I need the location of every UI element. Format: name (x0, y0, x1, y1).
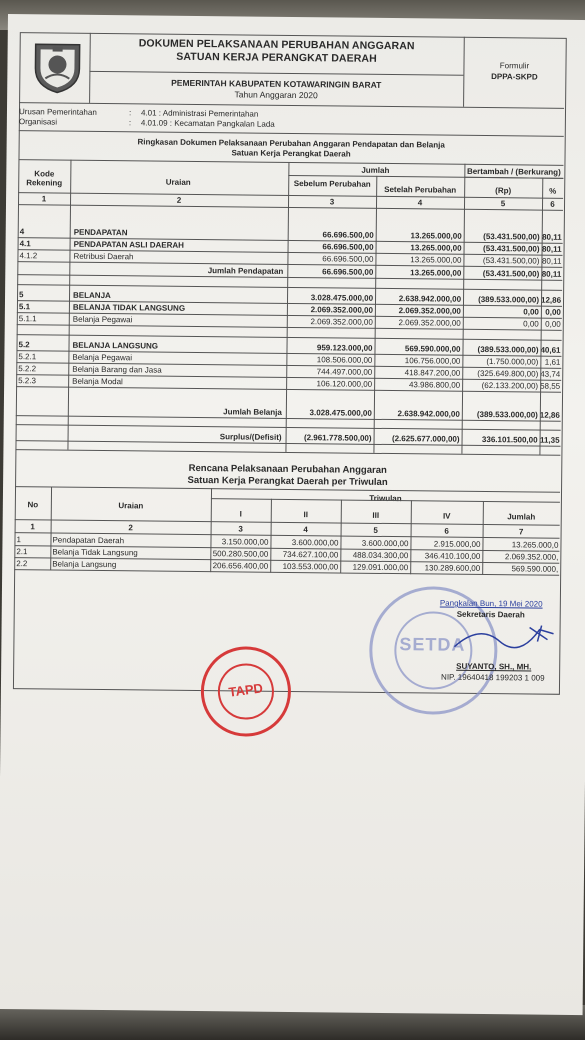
header-jumlah: Jumlah (361, 165, 390, 176)
row-selisih-rp: (325.649.800,00) (477, 368, 539, 379)
header-sebelum: Sebelum Perubahan (293, 179, 371, 189)
row-sebelum: 3.028.475.000,00 (310, 293, 374, 303)
ringkasan-title-line2: Satuan Kerja Perangkat Daerah (231, 148, 351, 159)
rencana-row-no: 2.2 (16, 559, 28, 569)
row-setelah: (2.625.677.000,00) (391, 434, 460, 444)
row-uraian: Belanja Modal (72, 376, 123, 387)
row-selisih-rp: (53.431.500,00) (483, 243, 540, 254)
row-setelah: 569.590.000,00 (404, 344, 461, 354)
row-setelah: 2.069.352.000,00 (398, 318, 461, 328)
row-setelah: 2.069.352.000,00 (398, 306, 461, 316)
urusan-label: Urusan Pemerintahan (18, 107, 97, 117)
signature-name: SUYANTO, SH., MH. (456, 661, 532, 672)
row-uraian: BELANJA LANGSUNG (72, 340, 159, 351)
rencana-col-number: 5 (373, 525, 378, 535)
row-setelah: 106.756.000,00 (404, 356, 461, 366)
row-selisih-rp: (53.431.500,00) (483, 231, 540, 242)
row-selisih-pct: 80,11 (541, 256, 562, 266)
rencana-title-line2: Satuan Kerja Perangkat Daerah per Triwulan (187, 474, 388, 489)
form-code: DPPA-SKPD (491, 72, 538, 82)
row-setelah: 43.986.800,00 (408, 380, 461, 390)
header-bertambah: Bertambah / (Berkurang) (466, 166, 561, 177)
rencana-title-line1: Rencana Pelaksanaan Perubahan Anggaran (188, 462, 387, 476)
rencana-row-q4: 130.289.600,00 (424, 563, 481, 573)
header-pct: % (549, 186, 557, 196)
row-kode: 5.1.1 (18, 314, 37, 324)
header-q1: I (239, 509, 242, 519)
header-triwulan: Triwulan (369, 493, 402, 504)
row-sebelum: 66.696.500,00 (322, 230, 374, 240)
rencana-col-number: 2 (128, 523, 133, 533)
rencana-row-uraian: Belanja Langsung (52, 559, 117, 570)
row-uraian: BELANJA TIDAK LANGSUNG (72, 302, 186, 313)
rencana-row-q1: 3.150.000,00 (221, 537, 269, 547)
header-setelah: Setelah Perubahan (384, 184, 457, 195)
rencana-row-no: 1 (16, 535, 21, 545)
row-sebelum: 66.696.500,00 (322, 254, 374, 264)
signature-nip: NIP. 19640418 199203 1 009 (441, 672, 545, 683)
header-no: No (27, 500, 39, 510)
row-setelah: 13.265.000,00 (410, 268, 462, 278)
row-uraian: PENDAPATAN ASLI DAERAH (73, 239, 185, 250)
row-uraian: Belanja Pegawai (72, 352, 133, 363)
row-uraian: Belanja Pegawai (72, 314, 133, 325)
rencana-row-jumlah: 2.069.352.000, (504, 552, 559, 562)
rencana-row-uraian: Pendapatan Daerah (52, 535, 125, 546)
row-uraian: Retribusi Daerah (73, 251, 134, 262)
row-kode: 4.1.2 (19, 251, 38, 261)
rencana-row-no: 2.1 (16, 547, 28, 557)
signature-place-date: Pangkalan Bun, 19 Mei 2020 (439, 598, 543, 609)
row-sebelum: 66.696.500,00 (322, 242, 374, 252)
col-number: 1 (41, 194, 47, 204)
document-title-line2: SATUAN KERJA PERANGKAT DAERAH (176, 50, 377, 65)
header-uraian: Uraian (165, 177, 191, 187)
rencana-row-q1: 206.656.400,00 (212, 561, 269, 571)
row-selisih-rp: 336.101.500,00 (481, 434, 538, 445)
row-uraian: BELANJA (73, 290, 111, 301)
header-uraian-rencana: Uraian (118, 501, 144, 511)
header-jumlah-rencana: Jumlah (507, 512, 536, 522)
rencana-col-number: 6 (444, 526, 449, 536)
header-q3: III (372, 510, 380, 520)
rencana-row-q4: 346.410.100,00 (424, 551, 481, 561)
row-kode: 5.1 (18, 302, 31, 312)
document-subtitle-line1: PEMERINTAH KABUPATEN KOTAWARINGIN BARAT (171, 77, 382, 90)
regency-emblem-icon (27, 38, 88, 95)
row-selisih-rp: (389.533.000,00) (477, 344, 539, 355)
rencana-row-jumlah: 569.590.000, (511, 564, 559, 574)
row-sebelum: 3.028.475.000,00 (309, 408, 372, 418)
row-sebelum: (2.961.778.500,00) (303, 433, 372, 443)
row-selisih-rp: 0,00 (523, 319, 539, 329)
signature-scribble-icon (449, 619, 559, 656)
row-selisih-rp: (389.533.000,00) (476, 409, 538, 420)
row-selisih-pct: 12,86 (540, 295, 562, 305)
row-kode: 4.1 (19, 239, 31, 249)
organisasi-label: Organisasi (18, 117, 58, 127)
col-number: 4 (417, 198, 423, 208)
setda-seal-text: SETDA (399, 634, 466, 655)
row-selisih-pct: 43,74 (540, 369, 561, 379)
row-selisih-pct: 0,00 (545, 307, 561, 317)
row-selisih-rp: (53.431.500,00) (482, 268, 540, 279)
row-selisih-pct: 80,11 (541, 269, 562, 279)
row-selisih-pct: 80,11 (541, 244, 562, 254)
row-sebelum: 744.497.000,00 (316, 367, 373, 377)
row-kode: 4 (19, 227, 25, 237)
row-uraian: PENDAPATAN (73, 227, 128, 238)
row-selisih-rp: 0,00 (523, 307, 539, 317)
row-sebelum: 959.123.000,00 (316, 343, 373, 353)
signature-position: Sekretaris Daerah (456, 609, 525, 620)
row-setelah: 418.847.200,00 (404, 368, 461, 378)
rencana-col-number: 3 (238, 524, 243, 534)
row-selisih-rp: (62.133.200,00) (481, 380, 539, 391)
header-q2: II (303, 510, 309, 520)
row-selisih-pct: 11,35 (539, 435, 560, 445)
form-label: Formulir (499, 61, 530, 71)
ringkasan-title-line1: Ringkasan Dokumen Pelaksanaan Perubahan Anggaran Pendapatan dan Belanja (137, 137, 445, 150)
row-sebelum: 2.069.352.000,00 (310, 317, 373, 327)
header-rp: (Rp) (495, 186, 512, 196)
document-page (0, 14, 585, 1015)
row-kode: 5.2 (18, 340, 30, 350)
rencana-col-number: 1 (30, 522, 35, 532)
document-subtitle-line2: Tahun Anggaran 2020 (234, 89, 318, 101)
rencana-row-uraian: Belanja Tidak Langsung (52, 547, 138, 558)
row-uraian: Jumlah Pendapatan (207, 266, 284, 276)
row-selisih-pct: 58,55 (540, 381, 561, 391)
row-selisih-rp: (53.431.500,00) (482, 255, 540, 266)
row-uraian: Jumlah Belanja (223, 407, 282, 417)
header-kode: Kode Rekening (26, 169, 63, 188)
organisasi-value: 4.01.09 : Kecamatan Pangkalan Lada (140, 118, 275, 129)
row-selisih-pct: 40,61 (540, 345, 561, 355)
row-kode: 5.2.1 (18, 352, 37, 362)
col-number: 3 (329, 197, 335, 207)
row-sebelum: 108.506.000,00 (316, 355, 373, 365)
row-setelah: 13.265.000,00 (410, 243, 462, 253)
document-title-line1: DOKUMEN PELAKSANAAN PERUBAHAN ANGGARAN (138, 37, 415, 53)
row-selisih-pct: 0,00 (545, 319, 561, 329)
col-number: 6 (550, 199, 555, 209)
row-selisih-rp: (389.533.000,00) (478, 294, 540, 305)
row-sebelum: 106.120.000,00 (316, 379, 373, 389)
rencana-row-q2: 734.627.100,00 (282, 549, 339, 560)
row-uraian: Belanja Barang dan Jasa (72, 364, 162, 375)
tapd-stamp-text: TAPD (227, 680, 264, 700)
row-setelah: 2.638.942.000,00 (398, 294, 462, 304)
row-kode: 5 (19, 290, 24, 300)
rencana-row-q4: 2.915.000,00 (433, 539, 481, 549)
row-uraian: Surplus/(Defisit) (219, 432, 282, 442)
row-sebelum: 2.069.352.000,00 (310, 305, 373, 315)
row-setelah: 2.638.942.000,00 (397, 409, 460, 419)
rencana-row-q3: 129.091.000,00 (352, 562, 409, 573)
rencana-row-q3: 3.600.000,00 (361, 538, 409, 549)
row-selisih-pct: 80,11 (542, 232, 562, 242)
rencana-row-q3: 488.034.300,00 (352, 550, 409, 561)
urusan-value: 4.01 : Administrasi Pemerintahan (140, 108, 259, 119)
rencana-row-q2: 3.600.000,00 (291, 538, 339, 548)
row-selisih-pct: 1,61 (544, 357, 561, 367)
rencana-row-jumlah: 13.265.000,0 (511, 540, 559, 550)
rencana-row-q2: 103.553.000,00 (282, 561, 339, 572)
row-selisih-pct: 12,86 (539, 410, 560, 420)
row-kode: 5.2.3 (18, 376, 37, 386)
rencana-row-q1: 500.280.500,00 (212, 549, 269, 559)
rencana-col-number: 7 (518, 527, 524, 537)
row-setelah: 13.265.000,00 (410, 231, 462, 241)
col-number: 2 (176, 195, 182, 205)
row-kode: 5.2.2 (18, 364, 37, 374)
row-setelah: 13.265.000,00 (410, 255, 462, 265)
header-q4: IV (442, 511, 451, 521)
row-selisih-rp: (1.750.000,00) (486, 357, 539, 367)
urusan-separator: : (128, 108, 132, 118)
organisasi-separator: : (128, 118, 132, 128)
row-sebelum: 66.696.500,00 (322, 267, 374, 277)
col-number: 5 (500, 199, 506, 209)
rencana-col-number: 4 (303, 525, 308, 535)
